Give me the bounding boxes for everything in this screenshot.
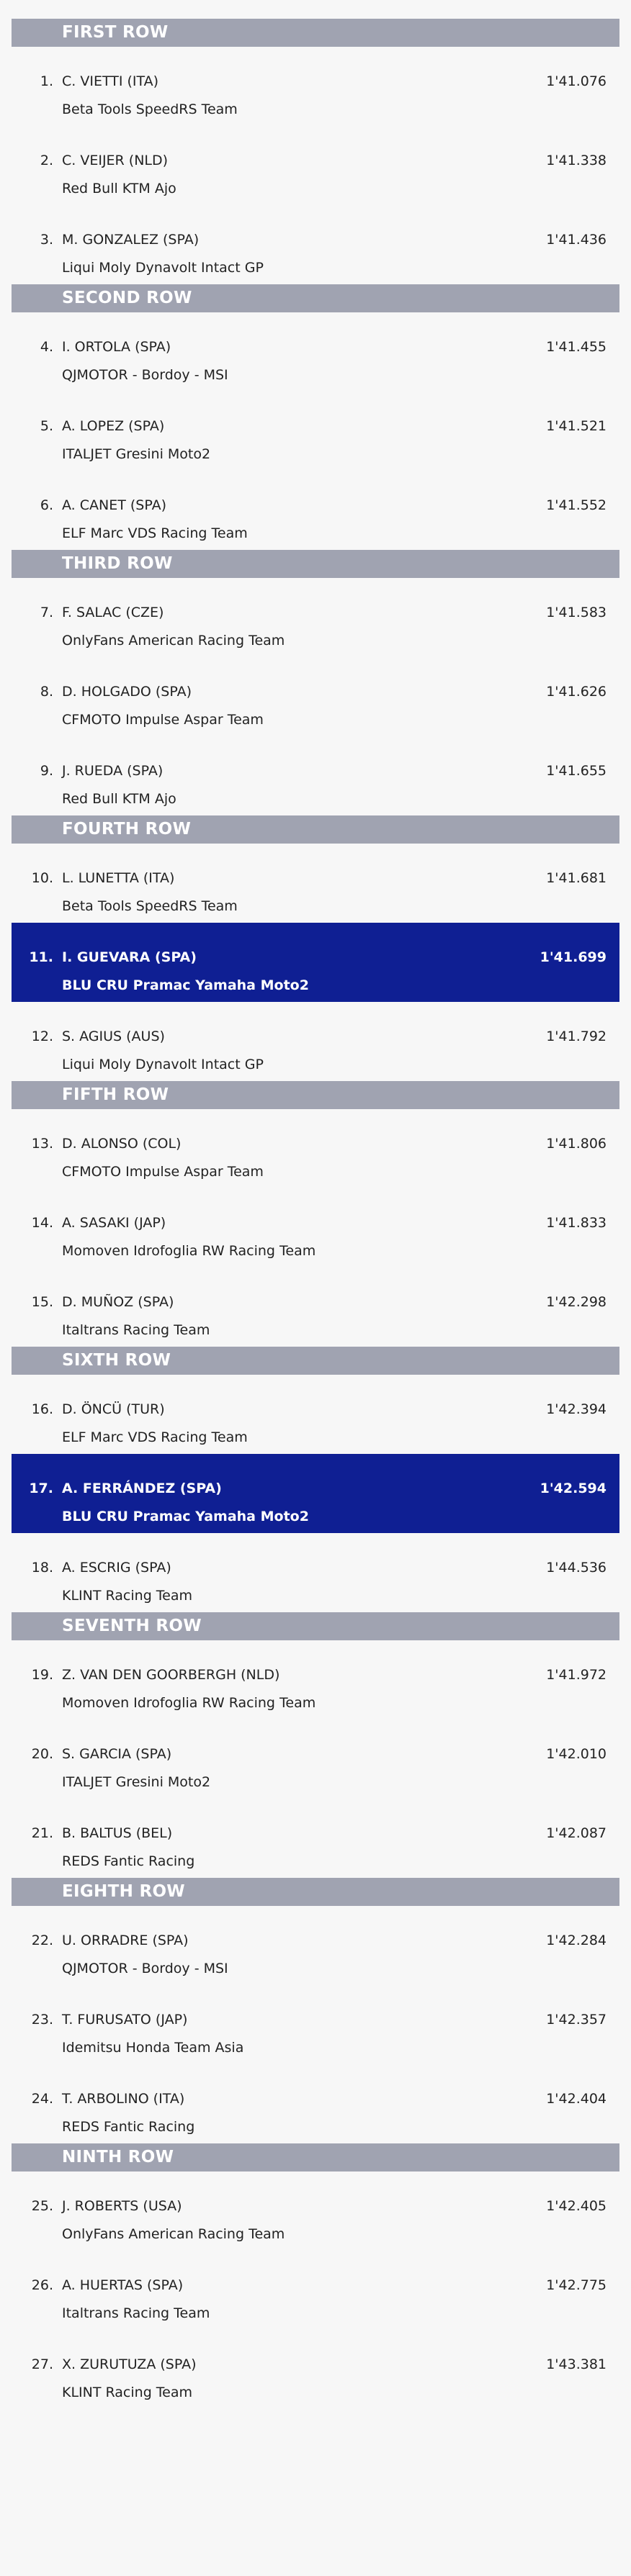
rider-position: 14.: [31, 1215, 53, 1231]
rider-entry: [12, 1640, 619, 1719]
rider-lap-time: 1'42.284: [546, 1933, 607, 1948]
rider-position: 2.: [40, 153, 53, 168]
rider-name: S. GARCIA (SPA): [62, 1746, 172, 1762]
rider-position: 5.: [40, 418, 53, 434]
rider-entry: [12, 1188, 619, 1267]
rider-entry: [12, 47, 619, 126]
rider-entry: [12, 736, 619, 815]
rider-entry: [12, 2064, 619, 2143]
rider-entry: [12, 2251, 619, 2330]
rider-name: D. MUÑOZ (SPA): [62, 1294, 174, 1310]
rider-entry: [12, 392, 619, 471]
rider-name: A. SASAKI (JAP): [62, 1215, 166, 1231]
rider-position: 16.: [31, 1401, 53, 1417]
rider-team: KLINT Racing Team: [62, 1588, 193, 1604]
rider-name: F. SALAC (CZE): [62, 605, 164, 620]
rider-name: L. LUNETTA (ITA): [62, 870, 175, 886]
grid-row-header: SECOND ROW: [12, 284, 619, 312]
rider-entry: [12, 844, 619, 923]
rider-name: D. ÖNCÜ (TUR): [62, 1401, 165, 1417]
rider-name: I. ORTOLA (SPA): [62, 339, 171, 355]
rider-lap-time: 1'41.455: [546, 339, 607, 355]
rider-position: 4.: [40, 339, 53, 355]
rider-lap-time: 1'41.626: [546, 684, 607, 700]
rider-lap-time: 1'42.298: [546, 1294, 607, 1310]
rider-position: 13.: [31, 1136, 53, 1152]
rider-lap-time: 1'41.806: [546, 1136, 607, 1152]
rider-position: 26.: [31, 2277, 53, 2293]
grid-row-header: SIXTH ROW: [12, 1347, 619, 1375]
rider-lap-time: 1'41.972: [546, 1667, 607, 1683]
rider-entry: [12, 1906, 619, 1985]
rider-team: Italtrans Racing Team: [62, 2305, 210, 2321]
rider-team: ELF Marc VDS Racing Team: [62, 525, 248, 541]
rider-team: CFMOTO Impulse Aspar Team: [62, 712, 264, 728]
grid-row-header: EIGHTH ROW: [12, 1878, 619, 1906]
grid-row-group: [0, 19, 631, 284]
rider-entry: [12, 205, 619, 284]
rider-team: Liqui Moly Dynavolt Intact GP: [62, 1057, 264, 1072]
rider-name: X. ZURUTUZA (SPA): [62, 2356, 197, 2372]
rider-lap-time: 1'41.792: [546, 1029, 607, 1044]
grid-row-group: [0, 1878, 631, 2143]
grid-row-header: SEVENTH ROW: [12, 1612, 619, 1640]
rider-team: KLINT Racing Team: [62, 2385, 193, 2400]
rider-team: ITALJET Gresini Moto2: [62, 1774, 211, 1790]
rider-position: 3.: [40, 232, 53, 248]
rider-entry: [12, 657, 619, 736]
rider-lap-time: 1'42.405: [546, 2198, 607, 2214]
rider-position: 22.: [31, 1933, 53, 1948]
rider-position: 6.: [40, 497, 53, 513]
rider-position: 1.: [40, 73, 53, 89]
rider-position: 11.: [29, 949, 53, 965]
rider-lap-time: 1'41.655: [546, 763, 607, 779]
rider-team: Red Bull KTM Ajo: [62, 791, 176, 807]
rider-lap-time: 1'42.087: [546, 1825, 607, 1841]
rider-team: Beta Tools SpeedRS Team: [62, 898, 238, 914]
rider-entry: [12, 2171, 619, 2251]
rider-position: 24.: [31, 2091, 53, 2107]
rider-team: Momoven Idrofoglia RW Racing Team: [62, 1243, 316, 1259]
rider-team: CFMOTO Impulse Aspar Team: [62, 1164, 264, 1180]
rider-position: 27.: [31, 2356, 53, 2372]
rider-name: B. BALTUS (BEL): [62, 1825, 173, 1841]
grid-row-group: [0, 1081, 631, 1347]
rider-team: ELF Marc VDS Racing Team: [62, 1429, 248, 1445]
rider-team: REDS Fantic Racing: [62, 2119, 195, 2135]
rider-name: J. ROBERTS (USA): [62, 2198, 182, 2214]
grid-row-group: [0, 550, 631, 815]
rider-position: 10.: [31, 870, 53, 886]
rider-name: D. ALONSO (COL): [62, 1136, 182, 1152]
grid-row-group: [0, 2143, 631, 2409]
rider-position: 9.: [40, 763, 53, 779]
rider-team: OnlyFans American Racing Team: [62, 633, 285, 648]
rider-lap-time: 1'42.394: [546, 1401, 607, 1417]
rider-name: A. CANET (SPA): [62, 497, 166, 513]
rider-team: BLU CRU Pramac Yamaha Moto2: [62, 977, 309, 993]
rider-team: BLU CRU Pramac Yamaha Moto2: [62, 1509, 309, 1524]
rider-entry: [12, 1985, 619, 2064]
rider-position: 19.: [31, 1667, 53, 1683]
rider-name: Z. VAN DEN GOORBERGH (NLD): [62, 1667, 280, 1683]
rider-entry: [12, 1002, 619, 1081]
grid-row-group: [0, 1347, 631, 1612]
rider-lap-time: 1'42.010: [546, 1746, 607, 1762]
rider-lap-time: 1'44.536: [546, 1560, 607, 1576]
rider-name: D. HOLGADO (SPA): [62, 684, 192, 700]
rider-name: J. RUEDA (SPA): [62, 763, 164, 779]
rider-name: I. GUEVARA (SPA): [62, 949, 197, 965]
grid-row-header: FIFTH ROW: [12, 1081, 619, 1109]
rider-lap-time: 1'42.775: [546, 2277, 607, 2293]
rider-name: T. FURUSATO (JAP): [62, 2012, 188, 2028]
rider-lap-time: 1'42.357: [546, 2012, 607, 2028]
grid-row-header: FIRST ROW: [12, 19, 619, 47]
rider-team: Red Bull KTM Ajo: [62, 181, 176, 196]
rider-team: Beta Tools SpeedRS Team: [62, 101, 238, 117]
rider-entry: [12, 1533, 619, 1612]
grid-row-header: THIRD ROW: [12, 550, 619, 578]
rider-name: A. LOPEZ (SPA): [62, 418, 165, 434]
rider-entry: [12, 471, 619, 550]
rider-team: Idemitsu Honda Team Asia: [62, 2040, 244, 2056]
rider-lap-time: 1'41.833: [546, 1215, 607, 1231]
rider-name: M. GONZALEZ (SPA): [62, 232, 200, 248]
rider-entry-highlighted: [12, 923, 619, 1002]
rider-entry-highlighted: [12, 1454, 619, 1533]
rider-position: 25.: [31, 2198, 53, 2214]
rider-position: 8.: [40, 684, 53, 700]
rider-name: U. ORRADRE (SPA): [62, 1933, 189, 1948]
rider-team: QJMOTOR - Bordoy - MSI: [62, 367, 228, 383]
rider-position: 12.: [31, 1029, 53, 1044]
rider-name: A. HUERTAS (SPA): [62, 2277, 184, 2293]
rider-position: 7.: [40, 605, 53, 620]
rider-name: A. FERRÁNDEZ (SPA): [62, 1481, 222, 1496]
grid-row-group: [0, 1612, 631, 1878]
rider-lap-time: 1'43.381: [546, 2356, 607, 2372]
rider-lap-time: 1'41.436: [546, 232, 607, 248]
rider-entry: [12, 1267, 619, 1347]
rider-name: C. VEIJER (NLD): [62, 153, 169, 168]
rider-entry: [12, 1375, 619, 1454]
rider-entry: [12, 578, 619, 657]
rider-position: 15.: [31, 1294, 53, 1310]
rider-name: A. ESCRIG (SPA): [62, 1560, 171, 1576]
rider-lap-time: 1'41.338: [546, 153, 607, 168]
rider-name: C. VIETTI (ITA): [62, 73, 159, 89]
rider-team: QJMOTOR - Bordoy - MSI: [62, 1961, 228, 1976]
grid-row-group: [0, 284, 631, 550]
rider-lap-time: 1'41.521: [546, 418, 607, 434]
rider-lap-time: 1'41.699: [540, 949, 607, 965]
rider-team: Liqui Moly Dynavolt Intact GP: [62, 260, 264, 276]
rider-lap-time: 1'42.404: [546, 2091, 607, 2107]
rider-entry: [12, 1799, 619, 1878]
rider-name: T. ARBOLINO (ITA): [62, 2091, 185, 2107]
rider-position: 21.: [31, 1825, 53, 1841]
rider-position: 18.: [31, 1560, 53, 1576]
rider-team: Italtrans Racing Team: [62, 1322, 210, 1338]
rider-lap-time: 1'41.583: [546, 605, 607, 620]
rider-position: 17.: [29, 1481, 53, 1496]
rider-team: REDS Fantic Racing: [62, 1853, 195, 1869]
rider-lap-time: 1'41.552: [546, 497, 607, 513]
grid-row-header: NINTH ROW: [12, 2143, 619, 2171]
rider-position: 23.: [31, 2012, 53, 2028]
rider-entry: [12, 126, 619, 205]
rider-name: S. AGIUS (AUS): [62, 1029, 165, 1044]
rider-entry: [12, 2330, 619, 2409]
rider-entry: [12, 1719, 619, 1799]
rider-team: OnlyFans American Racing Team: [62, 2226, 285, 2242]
rider-lap-time: 1'41.681: [546, 870, 607, 886]
grid-row-group: [0, 815, 631, 1081]
rider-lap-time: 1'41.076: [546, 73, 607, 89]
rider-position: 20.: [31, 1746, 53, 1762]
rider-entry: [12, 1109, 619, 1188]
rider-team: ITALJET Gresini Moto2: [62, 446, 211, 462]
rider-team: Momoven Idrofoglia RW Racing Team: [62, 1695, 316, 1711]
rider-lap-time: 1'42.594: [540, 1481, 607, 1496]
rider-entry: [12, 312, 619, 392]
grid-row-header: FOURTH ROW: [12, 815, 619, 844]
